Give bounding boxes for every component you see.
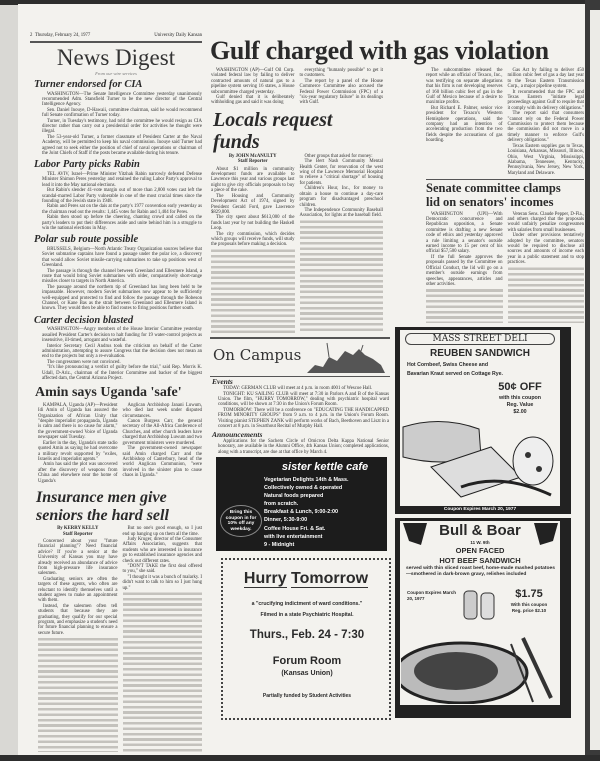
paragraph: But Rabin's slender 41-vote margin out of more than 2,800 votes cast left the scandal-marred Labor Party vulnerable in one of the most crucial times since the founding of the Jewish state in 1948. xyxy=(42,188,202,204)
hurry-filmed: Filmed in a state Psychiatric Hospital. xyxy=(260,612,354,618)
story-gulf-col1 xyxy=(211,68,295,106)
bull-coupon-terms: With this coupon Reg. price $2.10 xyxy=(510,602,548,613)
story-gulf-col2 xyxy=(300,68,384,106)
bull-description: served with thin sliced roast beef, home-made mashed potatoes—smothered in dark-brown gravy, relishes included xyxy=(406,566,555,577)
deli-desc-1: Hot Cornbeef, Swiss Cheese and xyxy=(407,362,489,368)
paragraph: The report said that consumers "cannot rely on the Federal Power Commission to protect them because the commission did not move in a timely manner to enforce Gulf's delivery obligations." xyxy=(507,111,584,144)
headline-locals: Locals request funds xyxy=(213,108,333,153)
header-rule xyxy=(30,41,202,43)
kettle-coupon: Bring this coupon in for 10% off any weekday. xyxy=(220,505,262,537)
headline-polar-sub: Polar sub route possible xyxy=(34,234,139,246)
story-insurance-col2 xyxy=(123,526,203,752)
paragraph: everything "humanly possible" to get it to customers. xyxy=(299,68,383,79)
hot-beef-plate-illustration xyxy=(401,618,559,704)
paragraph: The congressmen were not convinced. xyxy=(42,360,202,365)
bull-price: $1.75 xyxy=(515,588,543,600)
events-heading: Events xyxy=(212,377,233,386)
kettle-name: sister kettle cafe xyxy=(281,461,369,473)
story-polar-sub xyxy=(42,247,202,312)
paragraph: Graduating seniors are often the targets of these agents, who often are reluctant to identify themselves until a student agrees to make an appointment with them. xyxy=(38,576,118,604)
paragraph: It recommended that the FPC and Texas Eastern "initiate legal proceedings against Gulf to require that it comply with its delivery obligations." xyxy=(507,89,584,111)
oncampus-title: On Campus xyxy=(213,346,302,364)
headline-rabin: Labor Party picks Rabin xyxy=(34,159,140,171)
headline-amin: Amin says Uganda 'safe' xyxy=(35,385,182,401)
headline-senate-1: Senate committee clamps xyxy=(426,181,561,196)
paragraph: The city commission, which decides which groups will receive funds, will study the proposals before making a decision. xyxy=(211,231,295,248)
story-senate-col2 xyxy=(508,212,585,323)
paragraph: The city spent about $613,000 of the funds last year by not building the Haskell Loop. xyxy=(211,215,295,232)
deli-discount: 50¢ OFF xyxy=(498,381,542,393)
paragraph: Turner, in Tuesday's testimony, had told the committee he would resign as CIA director rather than carry out a presidential order for activities he thought were illegal. xyxy=(42,118,202,135)
paragraph: The subcommittee released the report while an official of Texaco, Inc., was testifying on separate allegations that his firm is not developing reserves of 160 billion cubic feet of gas in the Gulf of Mexico because of a desire to maximize profits. xyxy=(426,68,503,106)
bull-item-2: HOT BEEF SANDWICH xyxy=(439,556,521,565)
hurry-venue-sub: (Kansas Union) xyxy=(281,670,333,677)
paragraph: Children's Hour, Inc., for money to obtain a house to continue a day-care program for disadvantaged preschool children. xyxy=(299,186,383,208)
paragraph: TODAY: GERMAN CLUB will meet at 4 p.m. in room 4001 of Wescoe Hall. xyxy=(218,386,389,391)
headline-insurance-2: seniors the hard sell xyxy=(36,506,169,524)
story-gulf-col3 xyxy=(426,68,503,176)
hurry-venue: Forum Room xyxy=(272,655,342,667)
story-amin-col1 xyxy=(38,403,118,484)
paragraph: TEL AVIV, Israel—Prime Minister Yitzhak Rabin narrowly defeated Defense Minister Shimon Peres yesterday and retained the ruling Labor Party's approval to lead it into the May national elections. xyxy=(42,171,202,188)
story-insurance-col1 xyxy=(38,539,118,752)
story-turner xyxy=(42,92,202,157)
paragraph: Canon Burgess Carr, the general secretary of the All-Africa Conference of Churches, and other church leaders have charged that Archbishop Luwum and two government ministers were murdered. xyxy=(122,419,202,446)
hurry-funding: Partially funded by Student Activities xyxy=(262,693,352,699)
oncampus-divider xyxy=(210,376,390,377)
page-number: 2 xyxy=(30,33,33,38)
paragraph: Earlier in the day, Uganda's state radio quoted Amin as saying he had overcome a military revolt supported by "exiles, Israelis and imperialist agents." xyxy=(38,440,118,462)
deli-expiry: Coupon Expires March 20, 1977 xyxy=(443,507,517,512)
paragraph: Gulf denied that it is deliberately withholding gas and said it was doing xyxy=(211,95,295,106)
paragraph: Judy Kruger, director of the Consumer Affairs Association, suggests that students who are interested in insurance go to established insurance agencies and check out different rates. xyxy=(122,536,202,564)
news-digest-subtitle: From our wire services xyxy=(95,71,137,76)
left-column xyxy=(32,76,202,752)
headline-turner: Turner endorsed for CIA xyxy=(34,79,143,90)
paragraph: The 53-year-old Turner, a former classmate of President Carter at the Naval Academy, will be permitted to keep his naval commission. Inouye said Turner had agreed not to seek either the position of chief of naval operations or chairman of the Joint Chiefs of Staff if the posts became available during his tenure. xyxy=(42,134,202,157)
paragraph: The Independence Community Baseball Association, for lights at the baseball field. xyxy=(299,207,383,219)
events-list xyxy=(218,386,389,429)
paragraph: If the full Senate approves the proposals passed by the Committee on Official Conduct, the lid will go on a member's outside earnings from speeches, appearances, articles and other activities. xyxy=(426,254,503,287)
paragraph: The passage around the northern tip of Greenland has long been held to be impassable. However, modern Soviet submarines now appear to be sufficiently well-equipped and protected to find and follow the passage through the Robeson Channel, or Kane Bas as the strait between Greenland and Ellesmere Island is known. They would then be able to find routes to firing positions further south. xyxy=(42,284,202,312)
story-rabin xyxy=(42,172,202,231)
bull-and-boar-ad xyxy=(395,518,571,718)
paragraph: Concerned about your "future financial planning"? Need financial advice? If you're a senior at the University of Kansas you may have already received an abundance of advice from high-pressure life insurance salesmen. xyxy=(38,538,118,577)
paragraph: The passage is through the channel between Greenland and Ellesmere Island, a route that would bring Soviet submarines with older, comparatively short-range missiles closer to targets in North America. xyxy=(42,268,202,285)
paragraph: "It's like pronouncing a verdict of guilty before the trial," said Rep. Morris K. Udall, D-Ariz., chairman of the Interior Committee and backer of the biggest affected dam, the Central Arizona Project. xyxy=(42,365,202,382)
bull-expiry: Coupon Expires March 20, 1977 xyxy=(407,590,457,601)
paragraph: The Bert Nash Community Mental Health Center, for renovation of the west wing of the Lawrence Memorial Hospital to relieve a "critical shortage" of housing for patients. xyxy=(299,159,383,186)
hurry-title: Hurry Tomorrow xyxy=(243,570,369,587)
right-column xyxy=(426,68,584,323)
locals-byline: By JOHN McANULTY Staff Reporter xyxy=(211,154,295,165)
paragraph: Interior Secretary Cecil Andrus took the criticism on behalf of the Carter administration, attempting to assure Congress that the decision does not mean an end to the projects but only a re-evaluation. xyxy=(42,343,202,360)
paragraph: "DON'T TAKE the first deal offered to you," she said. xyxy=(122,563,202,575)
deli-item: REUBEN SANDWICH xyxy=(430,348,530,359)
paragraph: The government-owned newspaper said Amin charged Carr and the Archbishop of Canterbury, head of the world Anglican Communion, "were involved in the sinister plan to cause chaos in Uganda." xyxy=(122,446,202,479)
paragraph: Gas Act by failing to deliver 450 million cubic feet of gas a day last year to the Texas Eastern Transmission Corp., a major pipeline system. xyxy=(507,68,584,90)
salt-pepper-shakers-illustration xyxy=(463,590,497,620)
headline-insurance-1: Insurance men give xyxy=(36,488,167,506)
middle-column xyxy=(211,68,383,333)
scan-bottom-edge xyxy=(0,755,600,761)
headline-gulf: Gulf charged with gas violation xyxy=(210,36,549,65)
announcements-list xyxy=(218,439,389,455)
bull-address: 11 W. 9th xyxy=(470,540,490,545)
paragraph: Other groups that asked for money: xyxy=(300,154,384,159)
paragraph: Applications for the Sachem Circle of Omicron Delta Kappa National Senior honorary, are available in the Alumni Office, 4th Kansas Union; completed applications, along with a transcript, are due at that office by March 4. xyxy=(218,438,389,455)
paragraph: TONIGHT: KU SAILING CLUB will meet at 7:30 in Parlors A and B of the Kansas Union. The film, "HURRY TOMORROW," dealing with psychiatric hospital ward conditions, will be shown at 7:30 in the Union's Forum Room. xyxy=(218,391,389,408)
story-carter xyxy=(42,327,202,381)
campus-skyline-illustration xyxy=(305,341,387,375)
paragraph: KAMPALA, Uganda (AP)—President Idi Amin of Uganda has assured the Organization of African Unity that "despite imperialist propaganda, Uganda is calm and there is no cause for alarm," the government-owned Voice of Uganda newspaper said Tuesday. xyxy=(38,402,118,441)
adjacent-page xyxy=(590,10,600,750)
paragraph: Rabin then stood up before the cheering, chanting crowd and called on the party's leaders to put their differences aside and unite behind him in a struggle to win the national elections in May. xyxy=(42,215,202,232)
insurance-byline: By KERRY KELLY Staff Reporter xyxy=(38,526,118,537)
sandwich-illustration xyxy=(401,417,559,503)
hurry-date-time: Thurs., Feb. 24 - 7:30 xyxy=(249,629,365,641)
paragraph: Anglican Archbishop Janani Luwum, who died last week under disputed circumstances. xyxy=(122,402,202,419)
paragraph: Veteran Sens. Claude Pepper, D-Fla., and others charged that the proposals would unfairly penalize congressmen with salaries from small businesses. xyxy=(507,211,584,233)
sister-kettle-ad xyxy=(216,457,387,551)
story-locals-col1 xyxy=(211,167,295,333)
senate-rule xyxy=(426,179,584,180)
story-amin-col2 xyxy=(123,403,203,484)
bull-name: Bull & Boar xyxy=(439,522,521,539)
deli-name: MASS STREET DELI xyxy=(405,333,555,345)
paragraph: But Richard E. Palmer, senior vice president for Texaco's Western Hemisphere operations, said the company had an intention of accelerating production from the two fields despite the accusations of gas hoarding. xyxy=(426,105,503,144)
headline-carter: Carter decision blasted xyxy=(34,314,134,326)
oncampus-section xyxy=(212,378,389,455)
paragraph: Sen. Daniel Inouye, D-Hawaii, committee chairman, said he would recommend full Senate confirmation of Turner today. xyxy=(42,107,202,119)
oncampus-rule xyxy=(210,337,390,339)
hurry-tomorrow-ad xyxy=(221,558,391,720)
paragraph: WASHINGTON (AP)—Gulf Oil Corp. violated federal law by failing to deliver contracted amounts of natural gas to a pipeline system serving 16 states, a House subcommittee charged yesterday. xyxy=(211,68,295,95)
paragraph: BRUSSELS, Belgium—North Atlantic Treaty Organization sources believe that Soviet submarine captains have found a passage under the polar ice, a discovery that would allow Soviet missile-carrying submarines to take up positions west of Greenland. xyxy=(42,246,202,269)
paragraph: "I thought it was a bunch of malarky. I didn't want to talk to him so I just hung up." xyxy=(122,574,202,591)
headline-senate-2: lid on senators' incomes xyxy=(426,194,554,209)
paragraph: WASHINGTON (UPI)—With Democratic concurrence and Republican opposition, a Senate committee is drafting a new Senate code of ethics and yesterday approved a rule limiting a senator's outside earned income to 15 per cent of his official $57,500 salary. xyxy=(426,211,503,255)
kettle-details: Vegetarian Delights 14th & Mass. Collectively owned & operated Natural foods prepared from scratch. Breakfast & Lunch, 9:00-2:00 Dinner, 5:30-9:00 Coffee House Fri. & Sat. with live entertainment 9 - Midnight xyxy=(264,477,349,548)
deli-coupon-terms: with this coupon Reg. Value $2.00 xyxy=(498,395,542,415)
mass-street-deli-ad xyxy=(395,327,571,514)
story-gulf-col4 xyxy=(508,68,585,176)
paragraph: The Housing and Community Development Act of 1974, signed by President Gerald Ford, gave Lawrence $829,000. xyxy=(211,193,295,215)
bull-item-1: OPEN FACED xyxy=(455,546,505,555)
paragraph: Instead, the salesmen often tell students that because they are graduating, they qualify for our special program, and emphasize a student's need for future financial planning to ensure a secure future. xyxy=(38,603,118,636)
paragraph: TOMORROW: There will be a conference on "EDUCATING THE HANDICAPPED FROM MINORITY GROUPS" from 9 a.m. to 4 p.m. in the Union's Forum Room. Visiting pianist STEPHEN ZANK will perform works of Bach, Beethoven and Liszt in a concert at 8 p.m. in Swarthout Recital of Murphy Hall. xyxy=(218,407,389,430)
paper-name: University Daily Kansan xyxy=(154,33,202,38)
paragraph: WASHINGTON—The Senate Intelligence Committee yesterday unanimously recommended Adm. Stansfield Turner to be the new director of the Central Intelligence Agency. xyxy=(42,91,202,108)
paragraph: WASHINGTON—Angry members of the House Interior Committee yesterday assailed President Carter's decision to halt funding for 19 water-control projects as insensitive, ill-timed, arrogant and wasteful. xyxy=(42,327,202,344)
story-locals-col2 xyxy=(300,154,384,333)
deli-desc-2: Bavarian Kraut served on Cottage Rye. xyxy=(407,371,503,377)
paragraph: The report by a panel of the House Commerce Committee also accused the Federal Power Commission (FPC) of a "six-year regulatory failure" in its dealings with Gulf. xyxy=(299,78,383,106)
paragraph: Texas Eastern supplies gas to Texas, Louisiana, Arkansas, Missouri, Illinois, Ohio, West Virginia, Mississippi, Alabama, Tennessee, Kentucky, Pennsylvania, New Jersey, New York, Maryland and Delaware. xyxy=(507,143,584,176)
news-digest-title: News Digest xyxy=(56,45,176,70)
announcements-heading: Announcements xyxy=(212,429,263,439)
hurry-quote: a "crucifying indictment of ward conditions." xyxy=(251,601,363,607)
paragraph: Under other provisions tentatively adopted by the committee, senators would be required to disclose all sources and amounts of income each year in a public statement and to stop practices. xyxy=(507,233,584,266)
story-senate-col1 xyxy=(426,212,503,323)
paragraph: About $1 million in community development funds are available to Lawrence this year and various groups last night to give city officials proposals to buy a piece of the cake. xyxy=(211,166,295,194)
issue-date: Thursday, February 24, 1977 xyxy=(34,33,91,38)
page-header xyxy=(30,33,202,38)
paragraph: Rabin and Peres sat on the dais at the party's 1977 convention early yesterday as the chairman read out the results: 1,445 votes for Rabin and 1,404 for Peres. xyxy=(42,204,202,215)
paragraph: But no one's good enough, so I just end up hanging up on them all the time. xyxy=(122,526,202,537)
paragraph: Amin has said the plot was uncovered after the discovery of weapons from China and elsewhere near the home of Uganda's xyxy=(38,462,118,484)
